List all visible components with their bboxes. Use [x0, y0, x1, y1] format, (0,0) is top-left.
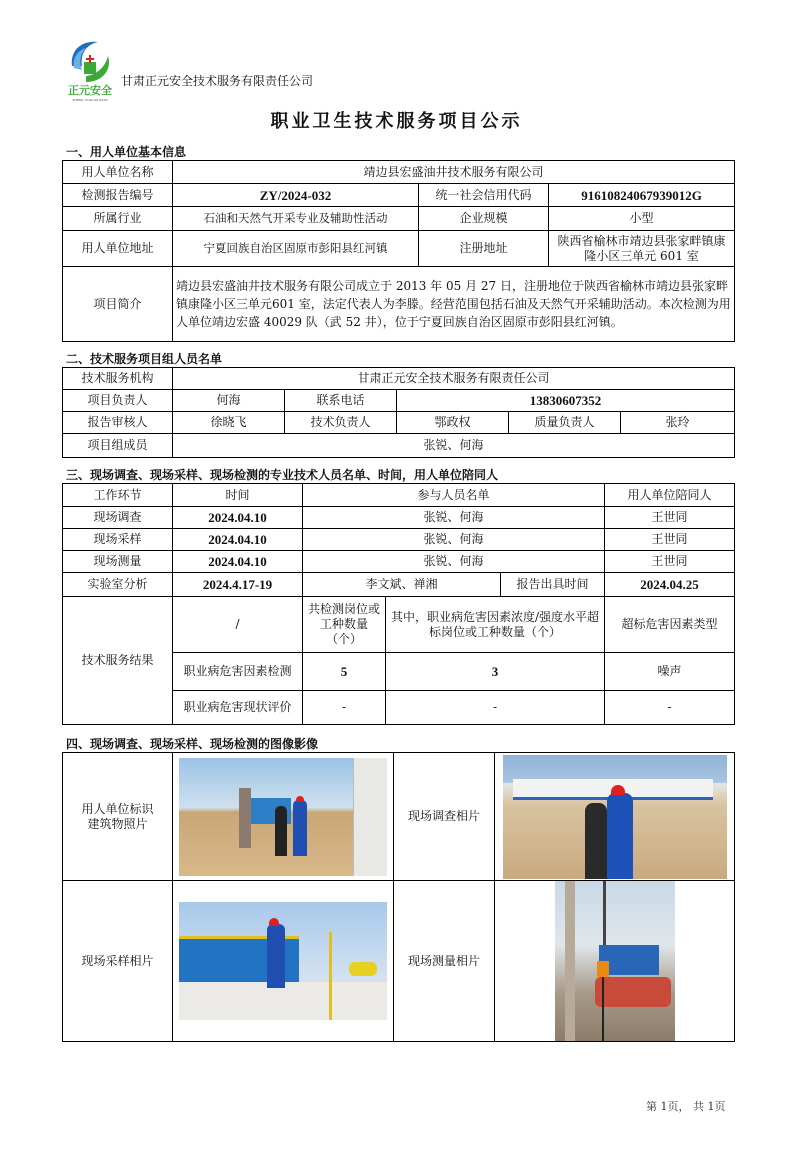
result-item: 职业病危害因素检测 [173, 653, 303, 691]
companion: 王世同 [605, 529, 735, 551]
section1-title: 一、用人单位基本信息 [66, 145, 187, 159]
reviewer-label: 报告审核人 [63, 412, 173, 434]
lab-people: 李文斌、禅湘 [303, 573, 501, 597]
header-time: 时间 [173, 484, 303, 507]
team-table [62, 367, 735, 458]
org: 甘肃正元安全技术服务有限责任公司 [173, 368, 735, 390]
industry: 石油和天然气开采专业及辅助性活动 [173, 207, 419, 231]
stage: 现场调查 [63, 507, 173, 529]
industry-label: 所属行业 [63, 207, 173, 231]
company-name-header: 甘肃正元安全技术服务有限责任公司 [121, 74, 314, 88]
phone-label: 联系电话 [285, 390, 397, 412]
members: 张锐、何海 [173, 434, 735, 458]
result-type: 噪声 [605, 653, 735, 691]
scale-label: 企业规模 [419, 207, 549, 231]
intro-text: 靖边县宏盛油井技术服务有限公司成立于 2013 年 05 月 27 日，注册地位于陕西省榆林市靖边县张家畔镇康隆小区三单元601 室，法定代表人为李滕。经营范围包括石油及天然气开采辅助活动。本次检测为用人单位靖边宏盛 40029 队（武 52 井），位于宁夏回族自治区固原市彭阳县红河镇。 [173, 267, 735, 342]
report-no: ZY/2024-032 [173, 184, 419, 207]
intro-label: 项目简介 [63, 267, 173, 342]
lab-time: 2024.4.17-19 [173, 573, 303, 597]
table-row [63, 551, 735, 573]
photo3-label: 现场采样相片 [63, 881, 173, 1042]
site-sign-photo [179, 758, 387, 876]
photo1-label: 用人单位标识建筑物照片 [63, 753, 173, 881]
quality-lead-label: 质量负责人 [509, 412, 621, 434]
report-time: 2024.04.25 [605, 573, 735, 597]
page-number: 第 1页， 共 1页 [646, 1100, 726, 1113]
people: 张锐、何海 [303, 507, 605, 529]
address: 宁夏回族自治区固原市彭阳县红河镇 [173, 231, 419, 267]
lab-stage: 实验室分析 [63, 573, 173, 597]
site-sampling-photo [179, 902, 387, 1020]
stage: 现场采样 [63, 529, 173, 551]
time: 2024.04.10 [173, 551, 303, 573]
time: 2024.04.10 [173, 529, 303, 551]
col-total: 共检测岗位或工种数量（个） [303, 597, 386, 653]
unit-name-label: 用人单位名称 [63, 161, 173, 184]
logo-text: 正元安全 [68, 84, 112, 97]
photo4-label: 现场测量相片 [394, 881, 495, 1042]
credit-code-label: 统一社会信用代码 [419, 184, 549, 207]
companion: 王世同 [605, 551, 735, 573]
report-no-label: 检测报告编号 [63, 184, 173, 207]
scale: 小型 [549, 207, 735, 231]
result-total: 5 [303, 653, 386, 691]
leader-label: 项目负责人 [63, 390, 173, 412]
unit-name: 靖边县宏盛油井技术服务有限公司 [173, 161, 735, 184]
company-logo [64, 36, 116, 102]
people: 张锐、何海 [303, 551, 605, 573]
stage: 现场测量 [63, 551, 173, 573]
site-measurement-photo [555, 881, 675, 1041]
leader: 何海 [173, 390, 285, 412]
address-label: 用人单位地址 [63, 231, 173, 267]
logo-subtext: ZHENG YUAN AN QUAN [72, 98, 108, 102]
credit-code: 91610824067939012G [549, 184, 735, 207]
unit-info-table [62, 160, 735, 342]
fieldwork-table [62, 483, 735, 725]
result-slash: / [173, 597, 303, 653]
time: 2024.04.10 [173, 507, 303, 529]
tech-lead: 鄂政权 [397, 412, 509, 434]
section3-title: 三、现场调查、现场采样、现场检测的专业技术人员名单、时间，用人单位陪同人 [66, 468, 499, 482]
quality-lead: 张玲 [621, 412, 735, 434]
people: 张锐、何海 [303, 529, 605, 551]
col-exceed: 其中，职业病危害因素浓度/强度水平超标岗位或工种数量（个） [386, 597, 605, 653]
result-total: - [303, 691, 386, 725]
reg-address-label: 注册地址 [419, 231, 549, 267]
photos-table [62, 752, 735, 1042]
header-stage: 工作环节 [63, 484, 173, 507]
table-row [63, 507, 735, 529]
result-item: 职业病危害现状评价 [173, 691, 303, 725]
site-survey-photo [503, 755, 727, 879]
report-time-label: 报告出具时间 [501, 573, 605, 597]
col-type: 超标危害因素类型 [605, 597, 735, 653]
section4-title: 四、现场调查、现场采样、现场检测的图像影像 [66, 737, 319, 751]
table-row [63, 529, 735, 551]
reg-address: 陕西省榆林市靖边县张家畔镇康隆小区三单元 601 室 [549, 231, 735, 267]
reviewer: 徐晓飞 [173, 412, 285, 434]
result-type: - [605, 691, 735, 725]
page-title: 职业卫生技术服务项目公示 [270, 111, 523, 132]
members-label: 项目组成员 [63, 434, 173, 458]
tech-lead-label: 技术负责人 [285, 412, 397, 434]
result-exceed: - [386, 691, 605, 725]
companion: 王世同 [605, 507, 735, 529]
section2-title: 二、技术服务项目组人员名单 [66, 352, 223, 366]
phone: 13830607352 [397, 390, 735, 412]
header-people: 参与人员名单 [303, 484, 605, 507]
result-label: 技术服务结果 [63, 597, 173, 725]
photo2-label: 现场调查相片 [394, 753, 495, 881]
table-row [63, 573, 735, 597]
org-label: 技术服务机构 [63, 368, 173, 390]
header-companion: 用人单位陪同人 [605, 484, 735, 507]
result-exceed: 3 [386, 653, 605, 691]
